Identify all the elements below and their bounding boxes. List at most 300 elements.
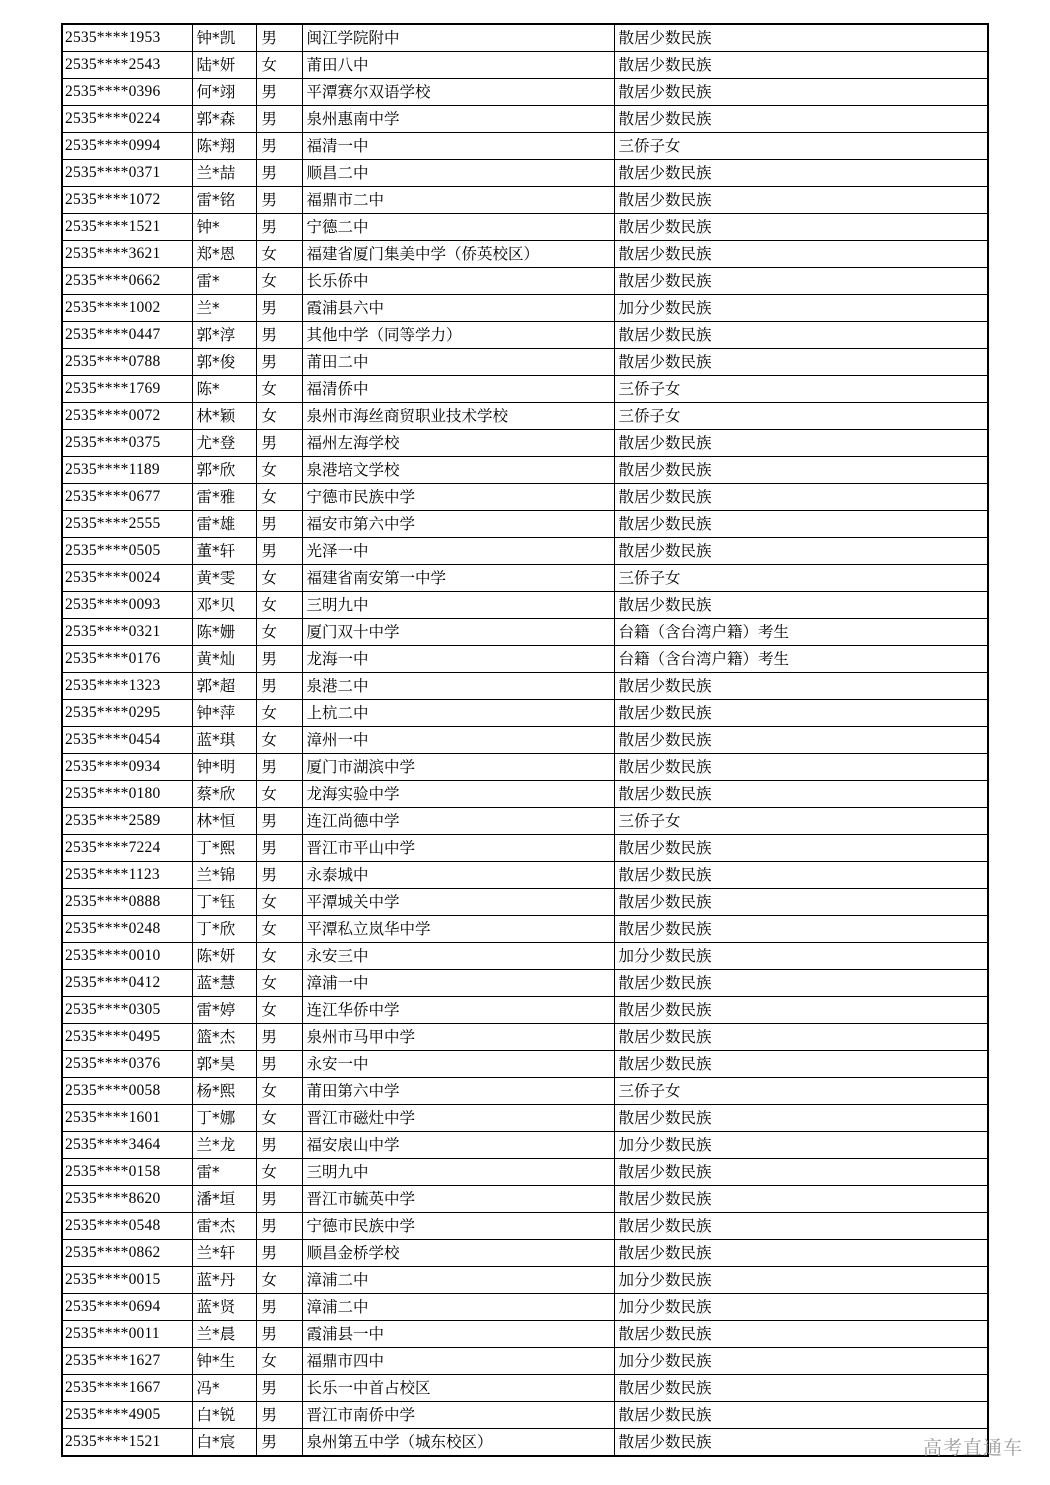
candidate-school-cell: 福清一中 — [302, 133, 614, 160]
candidate-gender-cell: 女 — [256, 592, 302, 619]
table-row — [62, 376, 988, 403]
candidate-school-cell: 永安三中 — [302, 943, 614, 970]
candidate-category-cell: 散居少数民族 — [614, 1321, 988, 1348]
candidate-id-cell: 2535****0934 — [62, 754, 192, 781]
candidate-gender-cell: 男 — [256, 79, 302, 106]
candidate-category-cell: 散居少数民族 — [614, 268, 988, 295]
candidate-name-cell: 雷* — [192, 1159, 256, 1186]
candidate-category-cell: 散居少数民族 — [614, 727, 988, 754]
candidate-name-cell: 蓝*慧 — [192, 970, 256, 997]
candidate-name-cell: 丁*娜 — [192, 1105, 256, 1132]
table-row — [62, 1186, 988, 1213]
candidate-name-cell: 雷*铭 — [192, 187, 256, 214]
candidate-gender-cell: 男 — [256, 1132, 302, 1159]
candidate-category-cell: 三侨子女 — [614, 1078, 988, 1105]
candidate-school-cell: 连江华侨中学 — [302, 997, 614, 1024]
candidate-category-cell: 散居少数民族 — [614, 1375, 988, 1402]
candidate-category-cell: 散居少数民族 — [614, 754, 988, 781]
candidate-gender-cell: 男 — [256, 1213, 302, 1240]
candidate-category-cell: 台籍（含台湾户籍）考生 — [614, 619, 988, 646]
candidate-name-cell: 郭*超 — [192, 673, 256, 700]
candidate-gender-cell: 男 — [256, 1186, 302, 1213]
candidate-name-cell: 兰*锦 — [192, 862, 256, 889]
candidate-school-cell: 福建省厦门集美中学（侨英校区） — [302, 241, 614, 268]
table-row — [62, 646, 988, 673]
candidate-id-cell: 2535****1072 — [62, 187, 192, 214]
candidate-category-cell: 散居少数民族 — [614, 52, 988, 79]
candidate-gender-cell: 男 — [256, 862, 302, 889]
candidate-id-cell: 2535****1667 — [62, 1375, 192, 1402]
candidate-gender-cell: 男 — [256, 1240, 302, 1267]
candidate-gender-cell: 男 — [256, 511, 302, 538]
table-row — [62, 1267, 988, 1294]
candidate-name-cell: 潘*垣 — [192, 1186, 256, 1213]
candidate-name-cell: 丁*熙 — [192, 835, 256, 862]
candidate-category-cell: 散居少数民族 — [614, 889, 988, 916]
candidate-school-cell: 福鼎市二中 — [302, 187, 614, 214]
table-row — [62, 997, 988, 1024]
candidate-name-cell: 蓝*贤 — [192, 1294, 256, 1321]
table-row — [62, 592, 988, 619]
table-row — [62, 1294, 988, 1321]
candidate-category-cell: 散居少数民族 — [614, 241, 988, 268]
candidate-name-cell: 篮*杰 — [192, 1024, 256, 1051]
candidate-gender-cell: 男 — [256, 1051, 302, 1078]
candidate-school-cell: 晋江市毓英中学 — [302, 1186, 614, 1213]
table-row — [62, 1375, 988, 1402]
candidate-name-cell: 陈*妍 — [192, 943, 256, 970]
candidate-gender-cell: 女 — [256, 1078, 302, 1105]
candidate-name-cell: 丁*欣 — [192, 916, 256, 943]
candidate-category-cell: 散居少数民族 — [614, 1051, 988, 1078]
table-row — [62, 133, 988, 160]
table-row — [62, 889, 988, 916]
table-row — [62, 700, 988, 727]
candidate-name-cell: 钟*凯 — [192, 24, 256, 52]
candidate-category-cell: 加分少数民族 — [614, 1348, 988, 1375]
candidate-category-cell: 散居少数民族 — [614, 781, 988, 808]
candidate-gender-cell: 女 — [256, 457, 302, 484]
candidate-gender-cell: 女 — [256, 565, 302, 592]
candidate-gender-cell: 女 — [256, 1348, 302, 1375]
candidate-category-cell: 散居少数民族 — [614, 862, 988, 889]
candidate-name-cell: 兰* — [192, 295, 256, 322]
candidate-category-cell: 三侨子女 — [614, 376, 988, 403]
candidate-category-cell: 散居少数民族 — [614, 430, 988, 457]
candidate-school-cell: 永安一中 — [302, 1051, 614, 1078]
candidate-gender-cell: 女 — [256, 1159, 302, 1186]
candidate-gender-cell: 女 — [256, 268, 302, 295]
table-row — [62, 322, 988, 349]
candidate-id-cell: 2535****0093 — [62, 592, 192, 619]
table-row — [62, 970, 988, 997]
candidate-gender-cell: 女 — [256, 916, 302, 943]
candidate-gender-cell: 男 — [256, 538, 302, 565]
candidate-id-cell: 2535****0376 — [62, 1051, 192, 1078]
table-row — [62, 349, 988, 376]
table-row — [62, 1402, 988, 1429]
candidate-id-cell: 2535****0224 — [62, 106, 192, 133]
candidate-school-cell: 晋江市平山中学 — [302, 835, 614, 862]
table-row — [62, 241, 988, 268]
candidate-id-cell: 2535****0371 — [62, 160, 192, 187]
table-row — [62, 79, 988, 106]
candidate-table-body — [62, 24, 988, 1456]
candidate-school-cell: 厦门市湖滨中学 — [302, 754, 614, 781]
candidate-name-cell: 钟*生 — [192, 1348, 256, 1375]
candidate-id-cell: 2535****0994 — [62, 133, 192, 160]
candidate-name-cell: 董*轩 — [192, 538, 256, 565]
candidate-name-cell: 钟*萍 — [192, 700, 256, 727]
candidate-id-cell: 2535****0015 — [62, 1267, 192, 1294]
candidate-category-cell: 散居少数民族 — [614, 457, 988, 484]
candidate-id-cell: 2535****0548 — [62, 1213, 192, 1240]
candidate-name-cell: 尤*登 — [192, 430, 256, 457]
table-row — [62, 835, 988, 862]
candidate-id-cell: 2535****2555 — [62, 511, 192, 538]
candidate-name-cell: 雷* — [192, 268, 256, 295]
candidate-school-cell: 平潭城关中学 — [302, 889, 614, 916]
candidate-school-cell: 长乐侨中 — [302, 268, 614, 295]
table-row — [62, 52, 988, 79]
candidate-name-cell: 兰*喆 — [192, 160, 256, 187]
candidate-gender-cell: 男 — [256, 835, 302, 862]
candidate-name-cell: 白*锐 — [192, 1402, 256, 1429]
candidate-id-cell: 2535****1123 — [62, 862, 192, 889]
candidate-id-cell: 2535****0888 — [62, 889, 192, 916]
candidate-id-cell: 2535****1189 — [62, 457, 192, 484]
candidate-name-cell: 杨*熙 — [192, 1078, 256, 1105]
candidate-category-cell: 加分少数民族 — [614, 1132, 988, 1159]
candidate-gender-cell: 男 — [256, 214, 302, 241]
candidate-id-cell: 2535****0454 — [62, 727, 192, 754]
candidate-gender-cell: 男 — [256, 1429, 302, 1457]
table-row — [62, 862, 988, 889]
candidate-gender-cell: 女 — [256, 619, 302, 646]
candidate-category-cell: 散居少数民族 — [614, 673, 988, 700]
candidate-school-cell: 三明九中 — [302, 592, 614, 619]
candidate-gender-cell: 男 — [256, 187, 302, 214]
candidate-name-cell: 邓*贝 — [192, 592, 256, 619]
table-row — [62, 565, 988, 592]
candidate-name-cell: 钟* — [192, 214, 256, 241]
candidate-id-cell: 2535****0788 — [62, 349, 192, 376]
candidate-school-cell: 顺昌金桥学校 — [302, 1240, 614, 1267]
candidate-category-cell: 散居少数民族 — [614, 835, 988, 862]
candidate-name-cell: 兰*龙 — [192, 1132, 256, 1159]
candidate-category-cell: 台籍（含台湾户籍）考生 — [614, 646, 988, 673]
candidate-category-cell: 三侨子女 — [614, 808, 988, 835]
candidate-name-cell: 雷*杰 — [192, 1213, 256, 1240]
table-row — [62, 1105, 988, 1132]
table-row — [62, 1348, 988, 1375]
candidate-gender-cell: 女 — [256, 1267, 302, 1294]
candidate-school-cell: 上杭二中 — [302, 700, 614, 727]
candidate-gender-cell: 男 — [256, 160, 302, 187]
candidate-category-cell: 散居少数民族 — [614, 484, 988, 511]
candidate-school-cell: 莆田第六中学 — [302, 1078, 614, 1105]
candidate-gender-cell: 男 — [256, 1402, 302, 1429]
candidate-name-cell: 黄*灿 — [192, 646, 256, 673]
table-row — [62, 1132, 988, 1159]
candidate-category-cell: 加分少数民族 — [614, 295, 988, 322]
candidate-school-cell: 平潭赛尔双语学校 — [302, 79, 614, 106]
table-row — [62, 187, 988, 214]
candidate-name-cell: 郭*淳 — [192, 322, 256, 349]
candidate-school-cell: 三明九中 — [302, 1159, 614, 1186]
candidate-name-cell: 郭*森 — [192, 106, 256, 133]
candidate-school-cell: 泉港二中 — [302, 673, 614, 700]
candidate-id-cell: 2535****2589 — [62, 808, 192, 835]
table-row — [62, 1159, 988, 1186]
candidate-school-cell: 泉州第五中学（城东校区） — [302, 1429, 614, 1457]
candidate-school-cell: 宁德二中 — [302, 214, 614, 241]
candidate-id-cell: 2535****0677 — [62, 484, 192, 511]
candidate-id-cell: 2535****0024 — [62, 565, 192, 592]
candidate-id-cell: 2535****0180 — [62, 781, 192, 808]
candidate-category-cell: 三侨子女 — [614, 403, 988, 430]
candidate-gender-cell: 男 — [256, 673, 302, 700]
candidate-name-cell: 郭*俊 — [192, 349, 256, 376]
candidate-school-cell: 晋江市磁灶中学 — [302, 1105, 614, 1132]
candidate-school-cell: 龙海实验中学 — [302, 781, 614, 808]
table-row — [62, 457, 988, 484]
candidate-name-cell: 林*恒 — [192, 808, 256, 835]
table-row — [62, 1213, 988, 1240]
candidate-category-cell: 散居少数民族 — [614, 1105, 988, 1132]
table-row — [62, 673, 988, 700]
candidate-category-cell: 散居少数民族 — [614, 349, 988, 376]
candidate-gender-cell: 男 — [256, 295, 302, 322]
candidate-school-cell: 长乐一中首占校区 — [302, 1375, 614, 1402]
candidate-gender-cell: 男 — [256, 1321, 302, 1348]
candidate-id-cell: 2535****0295 — [62, 700, 192, 727]
candidate-id-cell: 2535****0176 — [62, 646, 192, 673]
candidate-category-cell: 散居少数民族 — [614, 1429, 988, 1457]
table-row — [62, 403, 988, 430]
table-row — [62, 943, 988, 970]
table-row — [62, 430, 988, 457]
candidate-name-cell: 陆*妍 — [192, 52, 256, 79]
candidate-school-cell: 福鼎市四中 — [302, 1348, 614, 1375]
candidate-id-cell: 2535****0011 — [62, 1321, 192, 1348]
candidate-category-cell: 散居少数民族 — [614, 1186, 988, 1213]
candidate-category-cell: 三侨子女 — [614, 565, 988, 592]
table-row — [62, 1429, 988, 1457]
table-row — [62, 511, 988, 538]
candidate-gender-cell: 男 — [256, 430, 302, 457]
candidate-name-cell: 雷*雄 — [192, 511, 256, 538]
candidate-gender-cell: 女 — [256, 52, 302, 79]
candidate-id-cell: 2535****0694 — [62, 1294, 192, 1321]
candidate-category-cell: 散居少数民族 — [614, 592, 988, 619]
candidate-category-cell: 散居少数民族 — [614, 700, 988, 727]
table-row — [62, 295, 988, 322]
candidate-name-cell: 郭*昊 — [192, 1051, 256, 1078]
candidate-name-cell: 黄*雯 — [192, 565, 256, 592]
candidate-gender-cell: 女 — [256, 781, 302, 808]
candidate-name-cell: 蓝*丹 — [192, 1267, 256, 1294]
candidate-category-cell: 散居少数民族 — [614, 1240, 988, 1267]
candidate-category-cell: 加分少数民族 — [614, 1267, 988, 1294]
candidate-id-cell: 2535****0447 — [62, 322, 192, 349]
candidate-school-cell: 晋江市南侨中学 — [302, 1402, 614, 1429]
candidate-name-cell: 郭*欣 — [192, 457, 256, 484]
candidate-gender-cell: 男 — [256, 349, 302, 376]
table-row — [62, 1240, 988, 1267]
candidate-gender-cell: 男 — [256, 808, 302, 835]
candidate-id-cell: 2535****3464 — [62, 1132, 192, 1159]
table-row — [62, 1024, 988, 1051]
candidate-category-cell: 散居少数民族 — [614, 214, 988, 241]
candidate-school-cell: 霞浦县一中 — [302, 1321, 614, 1348]
candidate-id-cell: 2535****0321 — [62, 619, 192, 646]
candidate-gender-cell: 女 — [256, 970, 302, 997]
candidate-school-cell: 永泰城中 — [302, 862, 614, 889]
candidate-id-cell: 2535****1769 — [62, 376, 192, 403]
candidate-table — [61, 23, 989, 1457]
candidate-category-cell: 加分少数民族 — [614, 943, 988, 970]
candidate-school-cell: 漳浦二中 — [302, 1267, 614, 1294]
table-row — [62, 1051, 988, 1078]
candidate-gender-cell: 男 — [256, 1375, 302, 1402]
candidate-name-cell: 兰*轩 — [192, 1240, 256, 1267]
table-row — [62, 754, 988, 781]
candidate-school-cell: 光泽一中 — [302, 538, 614, 565]
candidate-category-cell: 散居少数民族 — [614, 1213, 988, 1240]
candidate-school-cell: 漳浦一中 — [302, 970, 614, 997]
candidate-gender-cell: 男 — [256, 754, 302, 781]
table-row — [62, 24, 988, 52]
candidate-school-cell: 福州左海学校 — [302, 430, 614, 457]
candidate-name-cell: 丁*钰 — [192, 889, 256, 916]
table-row — [62, 1321, 988, 1348]
candidate-school-cell: 泉州市海丝商贸职业技术学校 — [302, 403, 614, 430]
candidate-id-cell: 2535****0158 — [62, 1159, 192, 1186]
candidate-school-cell: 连江尚德中学 — [302, 808, 614, 835]
candidate-category-cell: 散居少数民族 — [614, 1024, 988, 1051]
candidate-category-cell: 散居少数民族 — [614, 997, 988, 1024]
candidate-gender-cell: 女 — [256, 700, 302, 727]
candidate-school-cell: 宁德市民族中学 — [302, 484, 614, 511]
candidate-name-cell: 郑*恩 — [192, 241, 256, 268]
candidate-gender-cell: 女 — [256, 1105, 302, 1132]
candidate-name-cell: 陈* — [192, 376, 256, 403]
candidate-school-cell: 厦门双十中学 — [302, 619, 614, 646]
candidate-gender-cell: 男 — [256, 133, 302, 160]
candidate-category-cell: 散居少数民族 — [614, 160, 988, 187]
candidate-category-cell: 散居少数民族 — [614, 1402, 988, 1429]
table-row — [62, 916, 988, 943]
candidate-school-cell: 福安扆山中学 — [302, 1132, 614, 1159]
table-row — [62, 214, 988, 241]
candidate-id-cell: 2535****0072 — [62, 403, 192, 430]
candidate-category-cell: 散居少数民族 — [614, 79, 988, 106]
candidate-id-cell: 2535****0505 — [62, 538, 192, 565]
candidate-category-cell: 散居少数民族 — [614, 511, 988, 538]
table-row — [62, 781, 988, 808]
candidate-id-cell: 2535****0375 — [62, 430, 192, 457]
candidate-school-cell: 泉州市马甲中学 — [302, 1024, 614, 1051]
candidate-id-cell: 2535****0396 — [62, 79, 192, 106]
table-row — [62, 619, 988, 646]
table-row — [62, 268, 988, 295]
candidate-id-cell: 2535****0248 — [62, 916, 192, 943]
table-row — [62, 484, 988, 511]
candidate-id-cell: 2535****1521 — [62, 1429, 192, 1457]
candidate-name-cell: 林*颖 — [192, 403, 256, 430]
candidate-id-cell: 2535****1323 — [62, 673, 192, 700]
candidate-category-cell: 散居少数民族 — [614, 24, 988, 52]
candidate-name-cell: 兰*晨 — [192, 1321, 256, 1348]
candidate-id-cell: 2535****4905 — [62, 1402, 192, 1429]
candidate-id-cell: 2535****1627 — [62, 1348, 192, 1375]
candidate-gender-cell: 女 — [256, 997, 302, 1024]
candidate-school-cell: 莆田二中 — [302, 349, 614, 376]
table-row — [62, 727, 988, 754]
candidate-gender-cell: 男 — [256, 322, 302, 349]
candidate-id-cell: 2535****0862 — [62, 1240, 192, 1267]
candidate-name-cell: 雷*婷 — [192, 997, 256, 1024]
candidate-id-cell: 2535****0495 — [62, 1024, 192, 1051]
candidate-school-cell: 龙海一中 — [302, 646, 614, 673]
table-row — [62, 808, 988, 835]
candidate-id-cell: 2535****0662 — [62, 268, 192, 295]
candidate-gender-cell: 女 — [256, 943, 302, 970]
candidate-id-cell: 2535****0412 — [62, 970, 192, 997]
candidate-id-cell: 2535****8620 — [62, 1186, 192, 1213]
candidate-id-cell: 2535****1953 — [62, 24, 192, 52]
candidate-name-cell: 雷*雅 — [192, 484, 256, 511]
table-row — [62, 106, 988, 133]
candidate-id-cell: 2535****0305 — [62, 997, 192, 1024]
candidate-id-cell: 2535****3621 — [62, 241, 192, 268]
table-row — [62, 1078, 988, 1105]
candidate-category-cell: 散居少数民族 — [614, 970, 988, 997]
candidate-school-cell: 宁德市民族中学 — [302, 1213, 614, 1240]
candidate-id-cell: 2535****7224 — [62, 835, 192, 862]
candidate-id-cell: 2535****1521 — [62, 214, 192, 241]
candidate-school-cell: 霞浦县六中 — [302, 295, 614, 322]
candidate-id-cell: 2535****0058 — [62, 1078, 192, 1105]
candidate-gender-cell: 女 — [256, 241, 302, 268]
candidate-gender-cell: 男 — [256, 1024, 302, 1051]
candidate-name-cell: 蔡*欣 — [192, 781, 256, 808]
candidate-school-cell: 莆田八中 — [302, 52, 614, 79]
candidate-name-cell: 何*翊 — [192, 79, 256, 106]
candidate-gender-cell: 女 — [256, 889, 302, 916]
candidate-school-cell: 泉港培文学校 — [302, 457, 614, 484]
candidate-gender-cell: 男 — [256, 24, 302, 52]
candidate-id-cell: 2535****0010 — [62, 943, 192, 970]
candidate-category-cell: 散居少数民族 — [614, 106, 988, 133]
candidate-category-cell: 散居少数民族 — [614, 1159, 988, 1186]
candidate-gender-cell: 女 — [256, 403, 302, 430]
candidate-name-cell: 陈*翔 — [192, 133, 256, 160]
candidate-category-cell: 三侨子女 — [614, 133, 988, 160]
candidate-school-cell: 福建省南安第一中学 — [302, 565, 614, 592]
candidate-gender-cell: 男 — [256, 106, 302, 133]
candidate-name-cell: 钟*明 — [192, 754, 256, 781]
candidate-school-cell: 漳浦二中 — [302, 1294, 614, 1321]
table-row — [62, 538, 988, 565]
candidate-id-cell: 2535****1002 — [62, 295, 192, 322]
candidate-gender-cell: 女 — [256, 376, 302, 403]
candidate-name-cell: 白*宸 — [192, 1429, 256, 1457]
candidate-name-cell: 陈*姗 — [192, 619, 256, 646]
candidate-school-cell: 福安市第六中学 — [302, 511, 614, 538]
candidate-category-cell: 散居少数民族 — [614, 538, 988, 565]
